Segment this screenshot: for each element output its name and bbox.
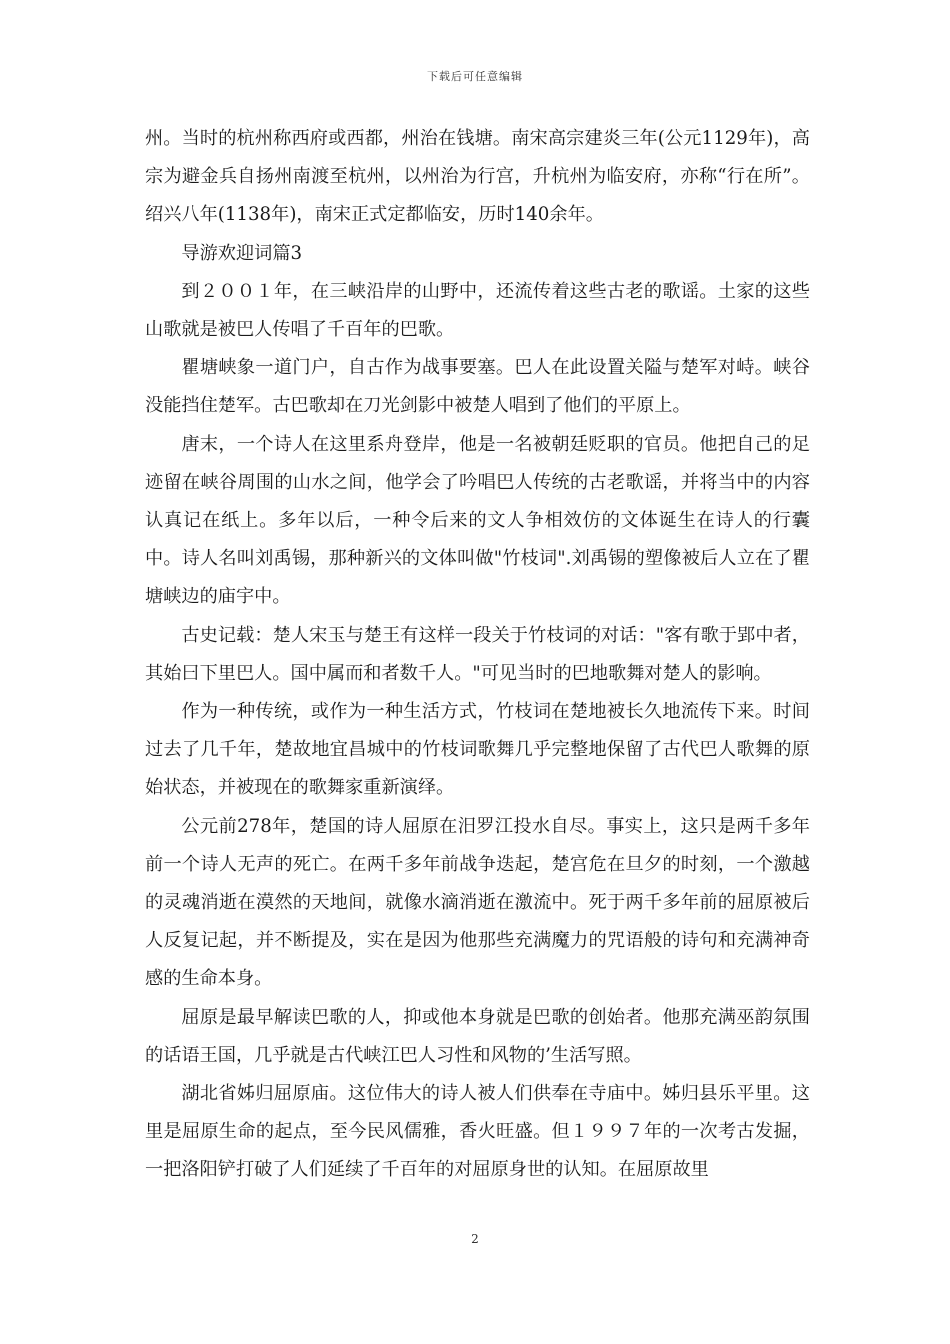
paragraph: 古史记载：楚人宋玉与楚王有这样一段关于竹枝词的对话："客有歌于郢中者，其始曰下里巴人。国中属而和者数千人。"可见当时的巴地歌舞对楚人的影响。 [145, 624, 810, 684]
section-heading: 导游欢迎词篇3 [181, 242, 303, 264]
paragraph: 作为一种传统，或作为一种生活方式，竹枝词在楚地被长久地流传下来。时间过去了几千年，楚故地宜昌城中的竹枝词歌舞几乎完整地保留了古代巴人歌舞的原始状态，并被现在的歌舞家重新演绎。 [145, 701, 810, 799]
paragraph: 州。当时的杭州称西府或西都，州治在钱塘。南宋高宗建炎三年(公元1129年)，高宗为避金兵自扬州南渡至杭州，以州治为行宫，升杭州为临安府，亦称“行在所”。绍兴八年(1138年)，南宋正式定都临安，历时140余年。 [145, 128, 810, 226]
document-body [145, 120, 810, 1190]
paragraph: 屈原是最早解读巴歌的人，抑或他本身就是巴歌的创始者。他那充满巫韵氛围的话语王国，几乎就是古代峡江巴人习性和风物的’生活写照。 [145, 1006, 810, 1066]
paragraph: 公元前278年，楚国的诗人屈原在汨罗江投水自尽。事实上，这只是两千多年前一个诗人无声的死亡。在两千多年前战争迭起，楚宫危在旦夕的时刻，一个激越的灵魂消逝在漠然的天地间，就像水滴消逝在激流中。死于两千多年前的屈原被后人反复记起，并不断提及，实在是因为他那些充满魔力的咒语般的诗句和充满神奇感的生命本身。 [145, 815, 810, 990]
paragraph: 唐末，一个诗人在这里系舟登岸，他是一名被朝廷贬职的官员。他把自己的足迹留在峡谷周围的山水之间，他学会了吟唱巴人传统的古老歌谣，并将当中的内容认真记在纸上。多年以后，一种令后来的文人争相效仿的文体诞生在诗人的行囊中。诗人名叫刘禹锡，那种新兴的文体叫做"竹枝词".刘禹锡的塑像被后人立在了瞿塘峡边的庙宇中。 [145, 433, 810, 608]
paragraph: 瞿塘峡象一道门户，自古作为战事要塞。巴人在此设置关隘与楚军对峙。峡谷没能挡住楚军。古巴歌却在刀光剑影中被楚人唱到了他们的平原上。 [145, 357, 810, 417]
page-header: 下载后可任意编辑 [427, 70, 523, 83]
paragraph: 到２００１年，在三峡沿岸的山野中，还流传着这些古老的歌谣。土家的这些山歌就是被巴人传唱了千百年的巴歌。 [145, 280, 810, 341]
paragraph: 湖北省姊归屈原庙。这位伟大的诗人被人们供奉在寺庙中。姊归县乐平里。这里是屈原生命的起点，至今民风儒雅，香火旺盛。但１９９７年的一次考古发掘，一把洛阳铲打破了人们延续了千百年的对屈原身世的认知。在屈原故里 [145, 1083, 810, 1181]
page-number: 2 [471, 1232, 479, 1246]
